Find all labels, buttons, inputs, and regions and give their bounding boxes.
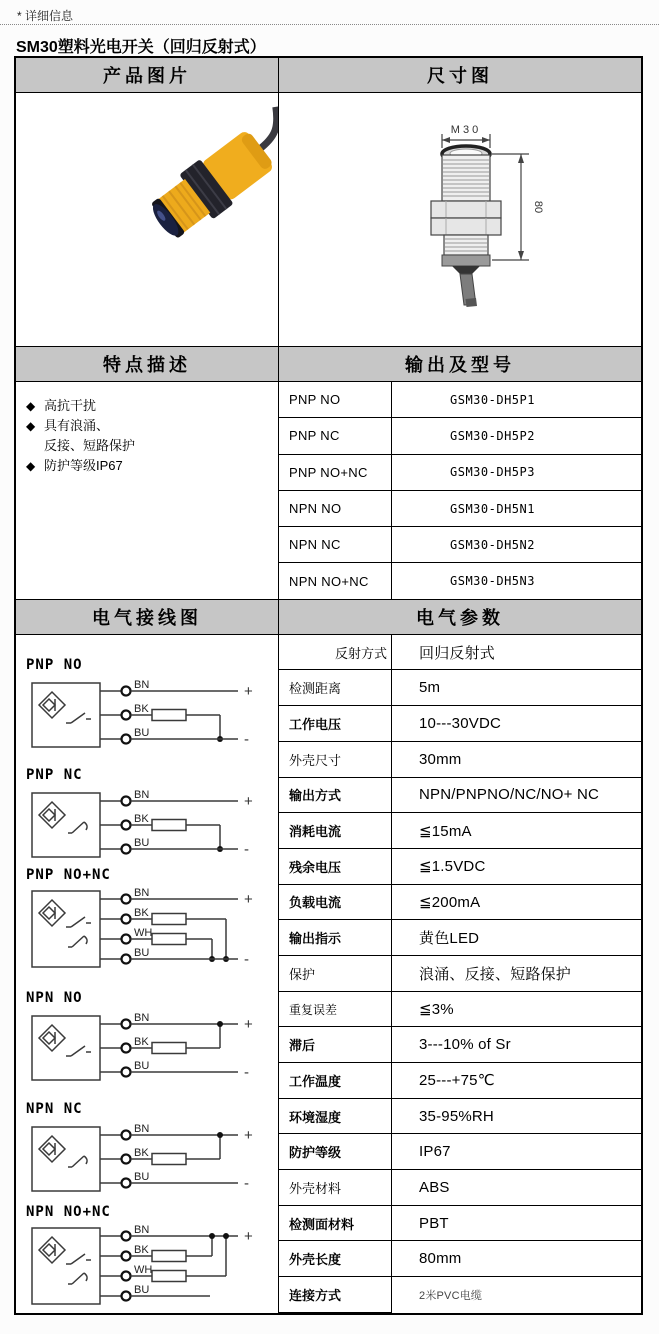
param-value: 30mm — [392, 742, 641, 778]
svg-text:-: - — [244, 1174, 249, 1192]
feature-line — [26, 416, 272, 436]
dimension-length-label: 80 — [532, 200, 544, 214]
model-number: GSM30-DH5N2 — [392, 527, 641, 563]
param-label: 连接方式 — [279, 1277, 392, 1313]
model-output-type: NPN NO — [279, 491, 392, 527]
product-photo-cell — [16, 93, 279, 347]
page-title: SM30塑料光电开关（回归反射式） — [16, 39, 266, 56]
header-wiring: 电气接线图 — [16, 600, 279, 635]
threaded-barrel-top — [442, 155, 490, 201]
param-label: 反射方式 — [279, 635, 392, 671]
base-band — [442, 255, 490, 266]
svg-text:BK: BK — [134, 1243, 149, 1256]
cable-gland — [452, 266, 480, 274]
param-label: 防护等级 — [279, 1134, 392, 1170]
header-output-model: 输出及型号 — [279, 347, 641, 382]
svg-text:+: + — [244, 1227, 253, 1245]
svg-text:BN: BN — [134, 886, 150, 899]
param-value: 3---10% of Sr — [392, 1027, 641, 1063]
svg-text:-: - — [244, 950, 249, 968]
dimension-cell — [279, 93, 641, 347]
wiring-diagram-label: NPN NC — [26, 1100, 83, 1117]
feature-line — [26, 436, 272, 456]
param-label: 工作温度 — [279, 1063, 392, 1099]
header-features: 特点描述 — [16, 347, 279, 382]
svg-text:BK: BK — [134, 1035, 149, 1048]
svg-text:+: + — [244, 682, 253, 700]
hex-nut-1 — [431, 201, 501, 218]
param-label: 滞后 — [279, 1027, 392, 1063]
param-value: ≦1.5VDC — [392, 849, 641, 885]
svg-text:BK: BK — [134, 1146, 149, 1159]
wiring-diagram-svg — [24, 1222, 264, 1316]
svg-text:-: - — [244, 1063, 249, 1081]
svg-text:BN: BN — [134, 1122, 150, 1135]
features-cell — [16, 382, 279, 600]
header-dimension: 尺寸图 — [279, 58, 641, 93]
hex-nut-2 — [431, 218, 501, 235]
svg-text:-: - — [244, 840, 249, 858]
feature-text: 高抗干扰 — [44, 398, 97, 413]
param-value: 2米PVC电缆 — [419, 1290, 483, 1302]
param-label: 输出指示 — [279, 920, 392, 956]
model-number: GSM30-DH5P2 — [392, 418, 641, 454]
wiring-diagram-label: PNP NC — [26, 766, 83, 783]
svg-text:WH: WH — [134, 1263, 153, 1276]
wiring-diagram-pnp-no-nc — [24, 867, 274, 984]
svg-text:BK: BK — [134, 906, 149, 919]
svg-text:BU: BU — [134, 726, 150, 739]
param-label: 输出方式 — [279, 778, 392, 814]
wiring-diagram-npn-no-nc — [24, 1204, 274, 1321]
threaded-barrel-bottom — [444, 235, 488, 255]
header-params: 电气参数 — [279, 600, 641, 635]
header-row-1 — [16, 58, 641, 93]
wiring-diagram-label: PNP NO+NC — [26, 866, 111, 883]
model-number: GSM30-DH5N1 — [392, 491, 641, 527]
param-value: 80mm — [392, 1241, 641, 1277]
svg-text:BU: BU — [134, 1283, 150, 1296]
model-number: GSM30-DH5P1 — [392, 382, 641, 418]
svg-text:+: + — [244, 792, 253, 810]
param-value: 5m — [392, 670, 641, 706]
wiring-cell — [16, 635, 279, 1313]
svg-text:-: - — [244, 730, 249, 748]
svg-text:+: + — [244, 1126, 253, 1144]
param-label: 检测距离 — [279, 670, 392, 706]
product-photo — [16, 93, 279, 347]
wiring-diagram-npn-no — [24, 990, 274, 1095]
feature-text: 防护等级IP67 — [44, 458, 123, 474]
spec-table — [14, 56, 643, 1315]
param-label: 消耗电流 — [279, 813, 392, 849]
param-label: 负载电流 — [279, 885, 392, 921]
wiring-diagram-svg — [24, 1119, 264, 1201]
svg-text:BN: BN — [134, 678, 150, 691]
wiring-diagram-svg — [24, 885, 264, 979]
wiring-diagram-label: PNP NO — [26, 656, 83, 673]
svg-text:BK: BK — [134, 812, 149, 825]
svg-text:BU: BU — [134, 1170, 150, 1183]
detail-info-note: * 详细信息 — [17, 9, 74, 23]
svg-text:WH: WH — [134, 926, 153, 939]
wiring-diagram-svg — [24, 1008, 264, 1090]
param-label: 外壳尺寸 — [279, 742, 392, 778]
param-value: ≦3% — [392, 992, 641, 1028]
wiring-diagram-label: NPN NO — [26, 989, 83, 1006]
wiring-diagram-svg — [24, 675, 264, 757]
header-row-3 — [16, 600, 641, 635]
param-value: 浪涌、反接、短路保护 — [392, 956, 641, 992]
param-value: ≦200mA — [392, 885, 641, 921]
header-row-2 — [16, 347, 641, 382]
bullet-icon: ◆ — [26, 459, 36, 474]
image-row — [16, 93, 641, 347]
param-value: IP67 — [392, 1134, 641, 1170]
svg-text:BK: BK — [134, 702, 149, 715]
param-value: PBT — [392, 1206, 641, 1242]
bullet-icon: ◆ — [26, 419, 36, 434]
model-output-type: PNP NO+NC — [279, 455, 392, 491]
feature-line — [26, 456, 272, 476]
model-output-type: NPN NC — [279, 527, 392, 563]
svg-text:BU: BU — [134, 1059, 150, 1072]
wiring-diagram-pnp-no — [24, 657, 274, 762]
param-value: 回归反射式 — [392, 635, 641, 671]
dimension-drawing — [279, 93, 641, 347]
param-label: 工作电压 — [279, 706, 392, 742]
wiring-diagram-npn-nc — [24, 1101, 274, 1206]
svg-text:BU: BU — [134, 836, 150, 849]
svg-text:BU: BU — [134, 946, 150, 959]
param-value: 黄色LED — [392, 920, 641, 956]
param-value: 25---+75℃ — [392, 1063, 641, 1099]
svg-text:BN: BN — [134, 788, 150, 801]
wiring-diagram-pnp-nc — [24, 767, 274, 872]
svg-text:BN: BN — [134, 1011, 150, 1024]
param-label: 检测面材料 — [279, 1206, 392, 1242]
svg-text:+: + — [244, 890, 253, 908]
wiring-diagram-label: NPN NO+NC — [26, 1203, 111, 1220]
svg-text:BN: BN — [134, 1223, 150, 1236]
param-value: 35-95%RH — [392, 1099, 641, 1135]
models-section — [16, 382, 641, 600]
param-label: 外壳长度 — [279, 1241, 392, 1277]
svg-text:+: + — [244, 1015, 253, 1033]
feature-line — [26, 396, 272, 416]
model-number: GSM30-DH5P3 — [392, 455, 641, 491]
model-output-type: PNP NO — [279, 382, 392, 418]
header-product-image: 产品图片 — [16, 58, 279, 93]
param-label: 重复误差 — [279, 992, 392, 1028]
param-label: 保护 — [279, 956, 392, 992]
dimension-thread-label: M30 — [450, 124, 482, 136]
model-output-type: PNP NC — [279, 418, 392, 454]
bullet-icon: ◆ — [26, 399, 36, 413]
param-value: ABS — [392, 1170, 641, 1206]
param-label: 外壳材料 — [279, 1170, 392, 1206]
model-output-type: NPN NO+NC — [279, 563, 392, 599]
param-value: 10---30VDC — [392, 706, 641, 742]
param-value: NPN/PNPNO/NC/NO+ NC — [392, 778, 641, 814]
dotted-divider — [0, 24, 659, 25]
model-number: GSM30-DH5N3 — [392, 563, 641, 599]
param-label: 残余电压 — [279, 849, 392, 885]
wiring-diagram-svg — [24, 785, 264, 867]
param-value: ≦15mA — [392, 813, 641, 849]
feature-text: 反接、短路保护 — [44, 438, 136, 454]
param-label: 环境湿度 — [279, 1099, 392, 1135]
params-section — [16, 635, 641, 1313]
feature-text: 具有浪涌、 — [44, 418, 110, 434]
